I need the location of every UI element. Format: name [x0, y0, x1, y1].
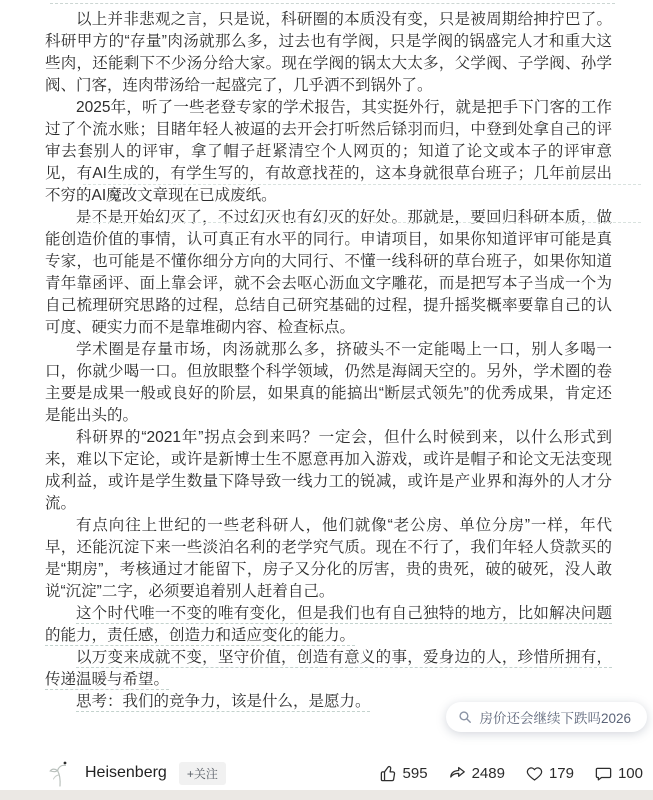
heart-icon [525, 764, 544, 783]
article-paragraph: 学术圈是存量市场，肉汤就那么多，挤破头不一定能喝上一口，别人多喝一口，你就少喝一口。但放眼整个科学领域，仍然是海阔天空的。另外，学术圈的卷主要是成果一般或良好的阶层，如果真的能搞出“断层式领先”的优秀成果，肯定还是能出头的。 [45, 341, 612, 424]
search-suggestion-label: 房价还会继续下跌吗2026 [479, 711, 631, 726]
article-paragraph: 有点向往上世纪的一些老科研人，他们就像“老公房、单位分房”一样，年代早，还能沉淀下来一些淡泊名利的老学究气质。现在不行了，我们年轻人贷款买的是“期房”，考核通过才能留下，房子又分化的厉害，贵的贵死，破的破死，没人敢说“沉淀”二字，必须要追着别人赶着自己。 [45, 517, 612, 600]
dashed-divider [83, 184, 641, 185]
search-suggestion-pill[interactable] [446, 702, 647, 732]
action-bar [379, 764, 643, 783]
comment-count: 100 [617, 764, 643, 782]
article-paragraph: 以上并非悲观之言，只是说，科研圈的本质没有变，只是被周期给抻拧巴了。科研甲方的“存量”肉汤就那么多，过去也有学阀，只是学阀的锅盛完人才和重大这些肉，还能剩下不少汤分给大家。现在学阀的锅太大太多，父学阀、子学阀、孙学阀、门客，连肉带汤给一起盛完了，几乎洒不到锅外了。 [45, 11, 612, 94]
article-paragraph: 是不是开始幻灭了，不过幻灭也有幻灭的好处。那就是，要回归科研本质，做能创造价值的事情，认可真正有水平的同行。申请项目，如果你知道评审可能是真专家，也可能是不懂你细分方向的大同行、不懂一线科研的草台班子，如果你知道青年靠函评、面上靠会评，就不会去呕心沥血文字雕花，而是把写本子当成一个为自己梳理研究思路的过程，总结自己研究基础的过程，提升摇奖概率要靠自己的认可度、硬实力而不是靠堆砌内容、检查标点。 [45, 209, 612, 336]
share-arrow-icon [448, 764, 467, 783]
like-button[interactable] [379, 764, 428, 783]
favorite-button[interactable] [525, 764, 574, 783]
article-paragraph: 科研界的“2021年”拐点会到来吗？一定会，但什么时候到来，以什么形式到来，难以下定论，或许是新博士生不愿意再加入游戏，或许是帽子和论文无法变现成利益，或许是学生数量下降导致一线力工的锐减，或许是产业界和海外的人才分流。 [45, 429, 612, 512]
article-paragraph: 思考：我们的竞争力，该是什么，是愿力。 [76, 693, 371, 710]
thumbs-up-icon [379, 764, 398, 783]
article-paragraph: 以万变来成就不变，坚守价值，创造有意义的事，爱身边的人，珍惜所拥有，传递温暖与希望。 [45, 649, 612, 688]
author-avatar[interactable] [45, 758, 75, 788]
favorite-count: 179 [548, 764, 574, 782]
author-block [45, 758, 226, 788]
search-icon [458, 710, 472, 724]
like-count: 595 [402, 764, 428, 782]
article-paragraph: 这个时代唯一不变的唯有变化，但是我们也有自己独特的地方，比如解决问题的能力，责任感，创造力和适应变化的能力。 [45, 605, 612, 644]
post-footer [45, 757, 643, 789]
dashed-divider [83, 222, 641, 223]
bottom-edge-strip [0, 790, 653, 800]
share-button[interactable] [448, 764, 505, 783]
dashed-divider-top [50, 3, 615, 4]
author-name[interactable]: Heisenberg [85, 764, 167, 781]
comment-button[interactable] [594, 764, 643, 783]
follow-button[interactable]: +关注 [179, 762, 226, 785]
share-count: 2489 [471, 764, 505, 782]
article-paragraph: 2025年，听了一些老登专家的学术报告，其实挺外行，就是把手下门客的工作过了个流水账；目睹年轻人被逼的去开会打听然后铩羽而归，中登到处拿自己的评审去套别人的评审，拿了帽子赶紧清空个人网页的；知道了论文或本子的评审意见，有AI生成的，有学生写的，有故意找茬的，这本身就很草台班子；几年前层出不穷的AI魔改文章现在已成废纸。 [45, 99, 612, 204]
comment-bubble-icon [594, 764, 613, 783]
